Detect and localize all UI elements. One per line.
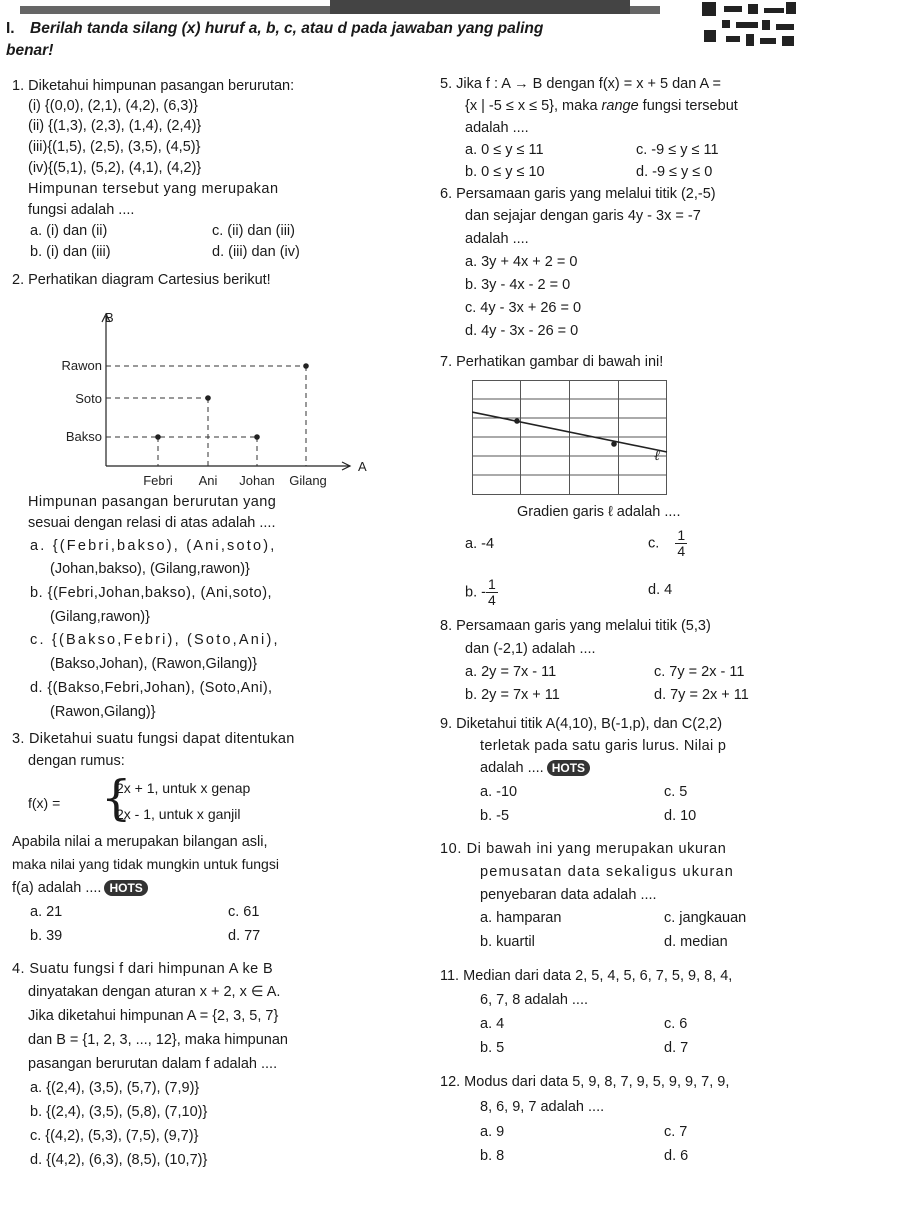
q1-item: (iii){(1,5), (2,5), (3,5), (4,5)} — [28, 139, 201, 155]
q10-stem: 10. Di bawah ini yang merupakan ukuran — [440, 841, 727, 857]
point-gilang-rawon — [303, 363, 309, 369]
q3-stem: dengan rumus: — [28, 753, 125, 769]
banner-stripe-dark — [330, 0, 630, 14]
q1-question: fungsi adalah .... — [28, 202, 135, 218]
q1-item: (ii) {(1,3), (2,3), (1,4), (2,4)} — [28, 118, 202, 134]
y-axis-label: B — [105, 310, 114, 325]
cartesian-diagram — [40, 290, 380, 490]
q11-option-a[interactable]: a. 4 — [480, 1016, 505, 1032]
q9-stem: adalah .... HOTS — [480, 760, 590, 776]
line-point — [611, 441, 617, 447]
q5-stem: {x | -5 ≤ x ≤ 5}, maka range fungsi tersebut — [465, 98, 738, 114]
q2-option-a-cont: (Johan,bakso), (Gilang,rawon)} — [50, 561, 250, 577]
hots-badge: HOTS — [104, 880, 147, 896]
q9-option-c[interactable]: c. 5 — [664, 784, 688, 800]
q11-option-c[interactable]: c. 6 — [664, 1016, 688, 1032]
q3-case-2: 2x - 1, untuk x ganjil — [116, 806, 241, 822]
q8-option-c[interactable]: c. 7y = 2x - 11 — [654, 664, 745, 680]
q10-option-b[interactable]: b. kuartil — [480, 934, 535, 950]
q11-option-d[interactable]: d. 7 — [664, 1040, 689, 1056]
q7-option-c[interactable]: c. $\frac{1}{4}$ — [648, 527, 686, 559]
q4-option-b[interactable]: b. {(2,4), (3,5), (5,8), (7,10)} — [30, 1104, 208, 1120]
q2-stem: 2. Perhatikan diagram Cartesius berikut! — [12, 272, 271, 288]
line-point — [514, 418, 520, 424]
y-label-rawon: Rawon — [61, 358, 102, 373]
q10-stem: penyebaran data adalah .... — [480, 887, 657, 903]
q4-stem: Jika diketahui himpunan A = {2, 3, 5, 7} — [28, 1008, 279, 1024]
q7-question: Gradien garis ℓ adalah .... — [517, 504, 681, 520]
q6-option-c[interactable]: c. 4y - 3x + 26 = 0 — [465, 300, 582, 316]
q1-item: (iv){(5,1), (5,2), (4,1), (4,2)} — [28, 160, 202, 176]
piecewise-brace: { — [101, 770, 132, 826]
instruction-line-1: Berilah tanda silang (x) huruf a, b, c, atau d pada jawaban yang paling — [30, 20, 544, 37]
q4-stem: 4. Suatu fungsi f dari himpunan A ke B — [12, 961, 274, 977]
q10-option-c[interactable]: c. jangkauan — [664, 910, 747, 926]
q1-option-c[interactable]: c. (ii) dan (iii) — [212, 223, 295, 239]
section-label: I. — [6, 20, 15, 37]
qr-code-icon — [700, 0, 800, 52]
q2-option-c-cont: (Bakso,Johan), (Rawon,Gilang)} — [50, 656, 258, 672]
q12-stem: 12. Modus dari data 5, 9, 8, 7, 9, 5, 9, 9, 7, 9, — [440, 1074, 730, 1090]
x-label-ani: Ani — [198, 473, 218, 488]
q4-stem: dan B = {1, 2, 3, ..., 12}, maka himpunan — [28, 1032, 288, 1048]
q2-option-b[interactable]: b. {(Febri,Johan,bakso), (Ani,soto), — [30, 585, 273, 601]
q4-option-a[interactable]: a. {(2,4), (3,5), (5,7), (7,9)} — [30, 1080, 200, 1096]
q5-stem: 5. Jika f : A → B dengan f(x) = x + 5 dan A = — [440, 76, 721, 92]
q9-option-a[interactable]: a. -10 — [480, 784, 518, 800]
q12-option-d[interactable]: d. 6 — [664, 1148, 689, 1164]
q5-option-c[interactable]: c. -9 ≤ y ≤ 11 — [636, 142, 719, 158]
q2-question: Himpunan pasangan berurutan yang — [28, 494, 277, 510]
q11-stem: 6, 7, 8 adalah .... — [480, 992, 589, 1008]
q3-question: maka nilai yang tidak mungkin untuk fungsi — [12, 856, 279, 872]
q3-option-d[interactable]: d. 77 — [228, 928, 261, 944]
q10-stem: pemusatan data sekaligus ukuran — [480, 864, 735, 880]
q4-option-d[interactable]: d. {(4,2), (6,3), (8,5), (10,7)} — [30, 1152, 208, 1168]
q12-option-c[interactable]: c. 7 — [664, 1124, 688, 1140]
q7-stem: 7. Perhatikan gambar di bawah ini! — [440, 354, 664, 370]
x-label-johan: Johan — [239, 473, 275, 488]
q1-stem: 1. Diketahui himpunan pasangan berurutan: — [12, 78, 295, 94]
q6-stem: adalah .... — [465, 231, 529, 247]
q3-option-b[interactable]: b. 39 — [30, 928, 63, 944]
q6-option-d[interactable]: d. 4y - 3x - 26 = 0 — [465, 323, 579, 339]
q7-option-a[interactable]: a. -4 — [465, 536, 495, 552]
q6-stem: dan sejajar dengan garis 4y - 3x = -7 — [465, 208, 701, 224]
q12-option-a[interactable]: a. 9 — [480, 1124, 505, 1140]
q3-question: Apabila nilai a merupakan bilangan asli, — [12, 834, 268, 850]
q4-stem: pasangan berurutan dalam f adalah .... — [28, 1056, 278, 1072]
y-label-soto: Soto — [75, 391, 102, 406]
q3-question: f(a) adalah .... HOTS — [12, 880, 148, 896]
x-label-gilang: Gilang — [289, 473, 327, 488]
q7-option-d[interactable]: d. 4 — [648, 582, 673, 598]
y-label-bakso: Bakso — [65, 429, 102, 444]
q8-stem: dan (-2,1) adalah .... — [465, 641, 596, 657]
point-johan-bakso — [254, 434, 260, 440]
q10-option-a[interactable]: a. hamparan — [480, 910, 562, 926]
q11-option-b[interactable]: b. 5 — [480, 1040, 505, 1056]
q8-option-d[interactable]: d. 7y = 2x + 11 — [654, 687, 749, 703]
q5-option-d[interactable]: d. -9 ≤ y ≤ 0 — [636, 164, 713, 180]
q10-option-d[interactable]: d. median — [664, 934, 728, 950]
q5-stem: adalah .... — [465, 120, 529, 136]
q1-option-b[interactable]: b. (i) dan (iii) — [30, 244, 111, 260]
q9-option-d[interactable]: d. 10 — [664, 808, 697, 824]
point-febri-bakso — [155, 434, 161, 440]
q6-stem: 6. Persamaan garis yang melalui titik (2,-5) — [440, 186, 716, 202]
q2-option-d[interactable]: d. {(Bakso,Febri,Johan), (Soto,Ani), — [30, 680, 273, 696]
q2-option-b-cont: (Gilang,rawon)} — [50, 609, 150, 625]
q9-stem: terletak pada satu garis lurus. Nilai p — [480, 738, 727, 754]
q11-stem: 11. Median dari data 2, 5, 4, 5, 6, 7, 5, 9, 8, 4, — [440, 968, 733, 984]
q1-option-d[interactable]: d. (iii) dan (iv) — [212, 244, 300, 260]
q8-option-b[interactable]: b. 2y = 7x + 11 — [465, 687, 560, 703]
q2-option-a[interactable]: a. {(Febri,bakso), (Ani,soto), — [30, 538, 277, 554]
q4-stem: dinyatakan dengan aturan x + 2, x ∈ A. — [28, 984, 281, 1000]
q7-option-b[interactable]: b. - $\frac{1}{4}$ — [465, 576, 496, 608]
q8-stem: 8. Persamaan garis yang melalui titik (5,3) — [440, 618, 711, 634]
line-label: ℓ — [654, 449, 660, 464]
q3-case-1: 2x + 1, untuk x genap — [116, 780, 251, 796]
q5-option-a[interactable]: a. 0 ≤ y ≤ 11 — [465, 142, 544, 158]
q2-question: sesuai dengan relasi di atas adalah .... — [28, 515, 276, 531]
q12-option-b[interactable]: b. 8 — [480, 1148, 505, 1164]
q1-item: (i) {(0,0), (2,1), (4,2), (6,3)} — [28, 98, 199, 114]
q1-option-a[interactable]: a. (i) dan (ii) — [30, 223, 108, 239]
grid-figure — [472, 380, 692, 500]
q3-fx: f(x) = — [28, 795, 61, 811]
hots-badge: HOTS — [547, 760, 590, 776]
q5-option-b[interactable]: b. 0 ≤ y ≤ 10 — [465, 164, 545, 180]
instruction-line-2: benar! — [6, 42, 54, 59]
q4-option-c[interactable]: c. {(4,2), (5,3), (7,5), (9,7)} — [30, 1128, 199, 1144]
q3-stem: 3. Diketahui suatu fungsi dapat ditentukan — [12, 731, 295, 747]
q2-option-d-cont: (Rawon,Gilang)} — [50, 704, 156, 720]
q9-option-b[interactable]: b. -5 — [480, 808, 510, 824]
x-axis-label: A — [358, 459, 367, 474]
q3-option-c[interactable]: c. 61 — [228, 904, 260, 920]
q6-option-a[interactable]: a. 3y + 4x + 2 = 0 — [465, 254, 578, 270]
q2-option-c[interactable]: c. {(Bakso,Febri), (Soto,Ani), — [30, 632, 280, 648]
q1-question: Himpunan tersebut yang merupakan — [28, 181, 279, 197]
point-ani-soto — [205, 395, 211, 401]
q12-stem: 8, 6, 9, 7 adalah .... — [480, 1099, 605, 1115]
q8-option-a[interactable]: a. 2y = 7x - 11 — [465, 664, 557, 680]
q3-option-a[interactable]: a. 21 — [30, 904, 63, 920]
x-label-febri: Febri — [143, 473, 173, 488]
q9-stem: 9. Diketahui titik A(4,10), B(-1,p), dan C(2,2) — [440, 716, 723, 732]
q6-option-b[interactable]: b. 3y - 4x - 2 = 0 — [465, 277, 571, 293]
